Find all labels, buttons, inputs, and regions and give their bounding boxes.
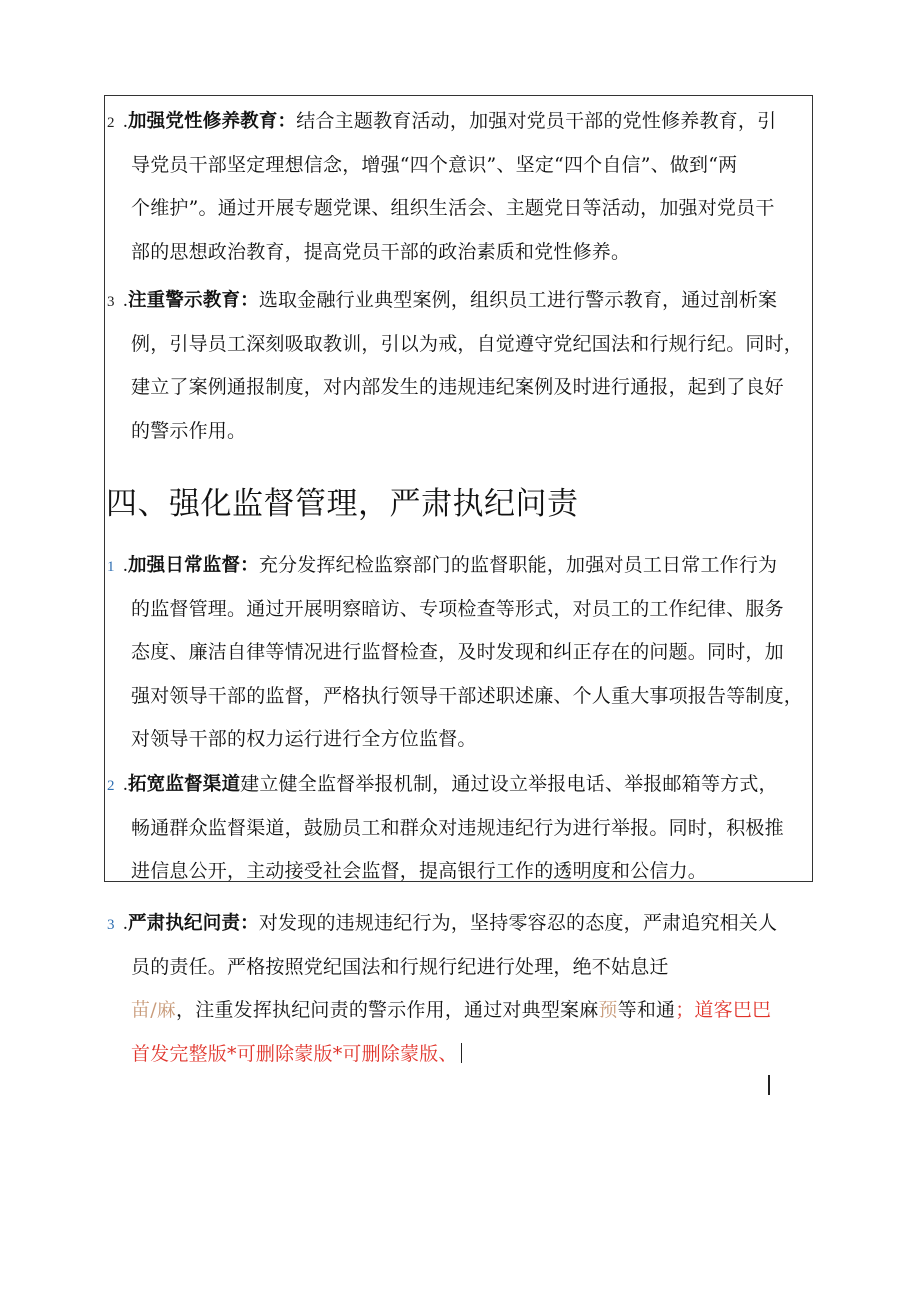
text-line: 对领导干部的权力运行进行全方位监督。 bbox=[131, 728, 477, 750]
text-line: 建立了案例通报制度，对内部发生的违规违纪案例及时进行通报，起到了良好 bbox=[131, 376, 784, 398]
item-number: 1 bbox=[107, 559, 115, 575]
text-line: 选取金融行业典型案例，组织员工进行警示教育，通过剖析案 bbox=[258, 289, 778, 311]
text-line: 个维护”。通过开展专题党课、组织生活会、主题党日等活动，加强对党员干 bbox=[131, 197, 775, 219]
faded-text: 苗/麻 bbox=[131, 999, 177, 1021]
text-line: 例，引导员工深刻吸取教训，引以为戒，自觉遵守党纪国法和行规行纪。同时， bbox=[131, 332, 804, 355]
item-label: 拓宽监督渠道 bbox=[127, 774, 241, 795]
item-number: 2 bbox=[107, 778, 115, 794]
text-line: 员的责任。严格按照党纪国法和行规行纪进行处理，绝不姑息迁 bbox=[131, 955, 669, 978]
paragraph-2: 2 .加强党性修养教育：结合主题教育活动，加强对党员干部的党性修养教育，引 导党员干部坚定理想信念，增强“四个意识”、坚定“四个自信”、做到“两 个维护”。通过开展专题党课、组织生活会、主题党日等活动，加强对党员干 部的思想政治教育，提高党员干部的政治素质和党性修养。 bbox=[107, 100, 776, 274]
item-label: 注重警示教育： bbox=[127, 290, 259, 311]
text-line: 的监督管理。通过开展明察暗访、专项检查等形式，对员工的工作纪律、服务 bbox=[131, 597, 784, 620]
text-line: 强对领导干部的监督，严格执行领导干部述职述廉、个人重大事项报告等制度， bbox=[131, 684, 804, 707]
text-line: 部的思想政治教育，提高党员干部的政治素质和党性修养。 bbox=[131, 240, 631, 263]
text-cursor-mark bbox=[461, 1043, 462, 1063]
item-label: 加强党性修养教育： bbox=[127, 111, 297, 132]
text-line-watermark bbox=[107, 1033, 777, 1077]
text-line: 对发现的违规违纪行为，坚持零容忍的态度，严肃追究相关人 bbox=[258, 912, 778, 934]
page-mark bbox=[768, 1075, 770, 1095]
text-line: 建立健全监督举报机制，通过设立举报电话、举报邮箱等方式， bbox=[240, 773, 778, 795]
paragraph-3: 3 .注重警示教育：选取金融行业典型案例，组织员工进行警示教育，通过剖析案 例，引导员工深刻吸取教训，引以为戒，自觉遵守党纪国法和行规行纪。同时， 建立了案例通报制度，对内部发生的违规违纪案例及时进行通报，起到了良好 的警示作用。 bbox=[107, 279, 803, 453]
text-line-mixed: 苗/麻，注重发挥执纪问责的警示作用，通过对典型案麻预等和通；道客巴巴 bbox=[131, 999, 772, 1021]
section-heading: 四、强化监督管理，严肃执纪问责 bbox=[106, 486, 579, 522]
text-line: 畅通群众监督渠道，鼓励员工和群众对违规违纪行为进行举报。同时，积极推 bbox=[131, 816, 784, 839]
watermark-text: ；道客巴巴 bbox=[675, 999, 772, 1021]
text-line: 进信息公开，主动接受社会监督，提高银行工作的透明度和公信力。 bbox=[131, 860, 708, 882]
text-line: 的警示作用。 bbox=[131, 419, 247, 442]
item-number: 2 bbox=[107, 115, 115, 131]
text-line: 充分发挥纪检监察部门的监督职能，加强对员工日常工作行为 bbox=[258, 554, 778, 576]
text-line: 结合主题教育活动，加强对党员干部的党性修养教育，引 bbox=[296, 110, 777, 132]
paragraph-q3: 3 .严肃执纪问责：对发现的违规违纪行为，坚持零容忍的态度，严肃追究相关人 员的责任。严格按照党纪国法和行规行纪进行处理，绝不姑息迁 苗/麻，注重发挥执纪问责的警示作用，通过对典型案麻预等和通；道客巴巴 首发完整版*可删除蒙版*可删除蒙版、 bbox=[107, 902, 777, 1076]
text-line: 导党员干部坚定理想信念，增强“四个意识”、坚定“四个自信”、做到“两 bbox=[131, 153, 738, 176]
text-line: 态度、廉洁自律等情况进行监督检查，及时发现和纠正存在的问题。同时，加 bbox=[131, 641, 784, 663]
item-number: 3 bbox=[107, 294, 115, 310]
item-label: 严肃执纪问责： bbox=[127, 913, 259, 934]
item-number: 3 bbox=[107, 917, 115, 933]
paragraph-q1: 1 .加强日常监督：充分发挥纪检监察部门的监督职能，加强对员工日常工作行为 的监督管理。通过开展明察暗访、专项检查等形式，对员工的工作纪律、服务 态度、廉洁自律等情况进行监督检查，及时发现和纠正存在的问题。同时，加 强对领导干部的监督，严格执行领导干部述职述廉、个人重大事项报告等制度， 对领导干部的权力运行进行全方位监督。 bbox=[107, 544, 803, 762]
item-label: 加强日常监督： bbox=[127, 555, 259, 576]
watermark-text: 首发完整版*可删除蒙版*可删除蒙版、 bbox=[131, 1042, 458, 1065]
paragraph-q2: 2 .拓宽监督渠道建立健全监督举报机制，通过设立举报电话、举报邮箱等方式， 畅通群众监督渠道，鼓励员工和群众对违规违纪行为进行举报。同时，积极推 进信息公开，主动接受社会监督，提高银行工作的透明度和公信力。 bbox=[107, 763, 784, 894]
faded-text: 预 bbox=[598, 999, 618, 1021]
